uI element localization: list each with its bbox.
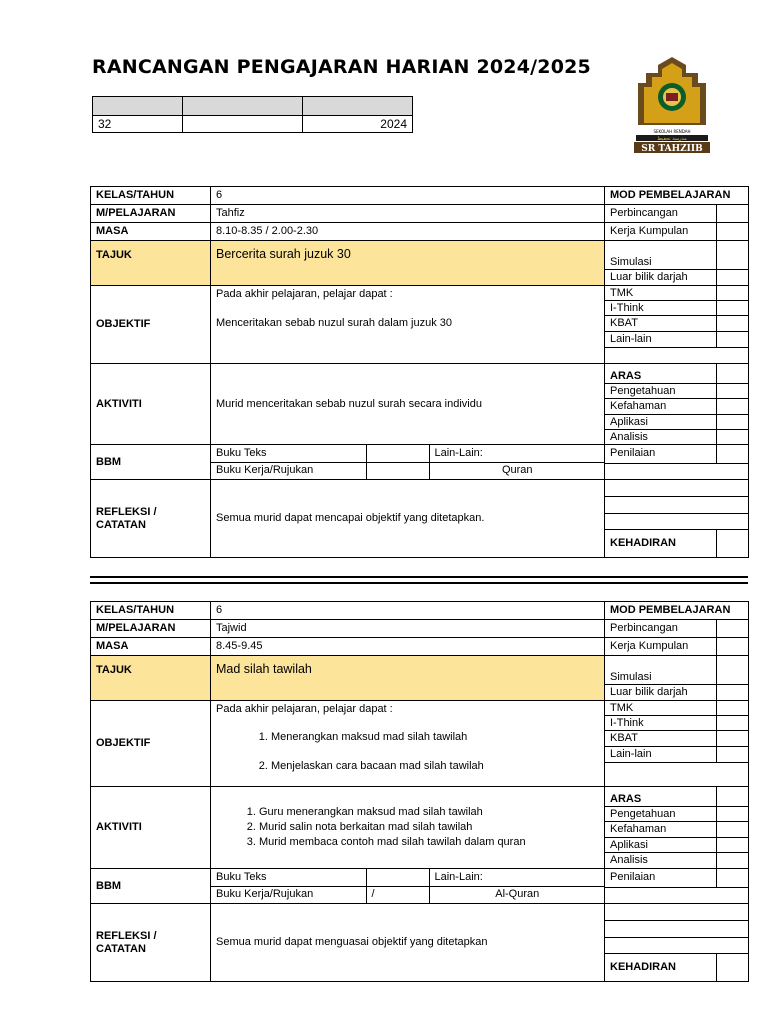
label-aktiviti: AKTIVITI <box>91 787 211 869</box>
lesson1-objektif-intro: Pada akhir pelajaran, pelajar dapat : <box>216 288 393 300</box>
mod-check <box>717 620 749 638</box>
label-refleksi: REFLEKSI / CATATAN <box>91 480 211 558</box>
mod-item: TMK <box>605 286 717 301</box>
kehadiran-value <box>717 530 749 558</box>
label-kelas: KELAS/TAHUN <box>91 602 211 620</box>
penilaian-check <box>717 869 749 888</box>
label-tajuk: TAJUK <box>91 241 211 286</box>
info-year: 2024 <box>303 116 413 133</box>
mod-item: TMK <box>605 701 717 716</box>
aras-check <box>717 415 749 430</box>
aktiviti-item: 3. Murid membaca contoh mad silah tawilah dalam quran <box>259 835 604 850</box>
lesson2-objektif-cell <box>211 701 605 787</box>
aktiviti-item: 1. Guru menerangkan maksud mad silah tawilah <box>259 805 604 820</box>
mod-check <box>717 731 749 747</box>
lesson2-objektif-list <box>216 730 599 774</box>
mod-check <box>717 656 749 685</box>
aras-check <box>717 838 749 853</box>
aras-check <box>717 430 749 445</box>
aras-check <box>717 853 749 869</box>
bbm-teks-mark <box>366 445 429 462</box>
lesson-table-2 <box>90 601 749 982</box>
bbm-buku-teks: Buku Teks <box>211 445 366 462</box>
aras-check <box>717 364 749 384</box>
aras-check <box>717 399 749 415</box>
page-title: RANCANGAN PENGAJARAN HARIAN 2024/2025 <box>92 56 591 78</box>
label-aras: ARAS <box>605 364 717 384</box>
aktiviti-item: 2. Murid salin nota berkaitan mad silah tawilah <box>259 820 604 835</box>
mod-item: Luar bilik darjah <box>605 685 717 701</box>
mod-item: Perbincangan <box>605 205 717 223</box>
info-date <box>183 116 303 133</box>
bbm-lain-lain: Lain-Lain: <box>429 445 605 462</box>
mod-check <box>717 716 749 731</box>
label-penilaian: Penilaian <box>605 869 717 888</box>
mod-item: Kerja Kumpulan <box>605 223 717 241</box>
aras-item: Pengetahuan <box>605 807 717 822</box>
aras-item: Aplikasi <box>605 415 717 430</box>
label-penilaian: Penilaian <box>605 445 717 464</box>
lesson1-masa: 8.10-8.35 / 2.00-2.30 <box>211 223 605 241</box>
lesson2-bbm <box>211 869 605 904</box>
mod-item: KBAT <box>605 731 717 747</box>
lesson1-refleksi: Semua murid dapat mencapai objektif yang ditetapkan. <box>211 480 605 558</box>
label-mod: MOD PEMBELAJARAN <box>605 187 749 205</box>
lesson2-kelas: 6 <box>211 602 605 620</box>
bbm-lain-value: Quran <box>501 464 533 477</box>
aras-item: Analisis <box>605 430 717 445</box>
lesson2-aktiviti-cell <box>211 787 605 869</box>
mod-item: Simulasi <box>605 241 717 270</box>
mod-check <box>717 747 749 763</box>
lesson1-tajuk: Bercerita surah juzuk 30 <box>211 241 605 286</box>
mod-check <box>717 332 749 348</box>
svg-text:مدرسة تحفيظ: مدرسة تحفيظ <box>657 136 687 142</box>
lesson2-objektif-intro: Pada akhir pelajaran, pelajar dapat : <box>216 703 393 715</box>
lesson1-objektif-cell <box>211 286 605 364</box>
bbm-lain-value: Al-Quran <box>495 888 540 901</box>
aras-item: Pengetahuan <box>605 384 717 399</box>
bbm-buku-kerja: Buku Kerja/Rujukan <box>211 886 366 903</box>
label-mod: MOD PEMBELAJARAN <box>605 602 749 620</box>
label-bbm: BBM <box>91 869 211 904</box>
label-kehadiran: KEHADIRAN <box>605 530 717 558</box>
bbm-kerja-mark: / <box>366 886 429 903</box>
mod-check <box>717 301 749 316</box>
label-mp: M/PELAJARAN <box>91 205 211 223</box>
label-objektif: OBJEKTIF <box>91 286 211 364</box>
mod-item: I-Think <box>605 301 717 316</box>
mod-item: I-Think <box>605 716 717 731</box>
kehadiran-value <box>717 954 749 982</box>
lesson2-mp: Tajwid <box>211 620 605 638</box>
mod-check <box>717 638 749 656</box>
aras-item: Kefahaman <box>605 822 717 838</box>
aras-item: Kefahaman <box>605 399 717 415</box>
aras-item: Aplikasi <box>605 838 717 853</box>
penilaian-check <box>717 445 749 464</box>
lesson1-aktiviti: Murid menceritakan sebab nuzul surah secara individu <box>211 364 605 445</box>
label-masa: MASA <box>91 638 211 656</box>
mod-check <box>717 223 749 241</box>
mod-check <box>717 241 749 270</box>
logo-school-name: SR TAHZIIB <box>641 144 703 153</box>
mod-check <box>717 205 749 223</box>
lesson2-tajuk: Mad silah tawilah <box>211 656 605 701</box>
lesson-table-1 <box>90 186 749 558</box>
label-bbm: BBM <box>91 445 211 480</box>
label-refleksi: REFLEKSI / CATATAN <box>91 904 211 982</box>
mod-check <box>717 270 749 286</box>
section-divider <box>90 576 748 584</box>
label-masa: MASA <box>91 223 211 241</box>
label-kehadiran: KEHADIRAN <box>605 954 717 982</box>
mod-item: Kerja Kumpulan <box>605 638 717 656</box>
lesson1-kelas: 6 <box>211 187 605 205</box>
svg-text:SEKOLAH RENDAH: SEKOLAH RENDAH <box>653 129 691 134</box>
school-logo <box>632 55 712 153</box>
mod-check <box>717 685 749 701</box>
bbm-kerja-mark <box>366 462 429 479</box>
mod-item: Perbincangan <box>605 620 717 638</box>
label-aktiviti: AKTIVITI <box>91 364 211 445</box>
mod-item: Simulasi <box>605 656 717 685</box>
aras-item: Analisis <box>605 853 717 869</box>
aras-check <box>717 822 749 838</box>
lesson1-objektif: Menceritakan sebab nuzul surah dalam juzuk 30 <box>216 317 453 329</box>
bbm-buku-teks: Buku Teks <box>211 869 366 886</box>
label-mp: M/PELAJARAN <box>91 620 211 638</box>
aras-check <box>717 807 749 822</box>
mod-item: KBAT <box>605 316 717 332</box>
lesson1-mp: Tahfiz <box>211 205 605 223</box>
mod-item: Luar bilik darjah <box>605 270 717 286</box>
objektif-item: 2. Menjelaskan cara bacaan mad silah tawilah <box>271 759 599 774</box>
lesson2-masa: 8.45-9.45 <box>211 638 605 656</box>
label-objektif: OBJEKTIF <box>91 701 211 787</box>
label-tajuk: TAJUK <box>91 656 211 701</box>
mod-check <box>717 286 749 301</box>
mod-check <box>717 316 749 332</box>
mod-item: Lain-lain <box>605 747 717 763</box>
lesson2-refleksi: Semua murid dapat menguasai objektif yang ditetapkan <box>211 904 605 982</box>
label-aras: ARAS <box>605 787 717 807</box>
info-table <box>92 96 413 133</box>
info-week: 32 <box>93 116 183 133</box>
bbm-lain-lain: Lain-Lain: <box>429 869 605 886</box>
bbm-buku-kerja: Buku Kerja/Rujukan <box>211 462 366 479</box>
lesson1-bbm <box>211 445 605 480</box>
lesson2-aktiviti-list <box>211 805 604 850</box>
objektif-item: 1. Menerangkan maksud mad silah tawilah <box>271 730 599 745</box>
label-kelas: KELAS/TAHUN <box>91 187 211 205</box>
bbm-teks-mark <box>366 869 429 886</box>
mod-item: Lain-lain <box>605 332 717 348</box>
aras-check <box>717 787 749 807</box>
mod-check <box>717 701 749 716</box>
aras-check <box>717 384 749 399</box>
